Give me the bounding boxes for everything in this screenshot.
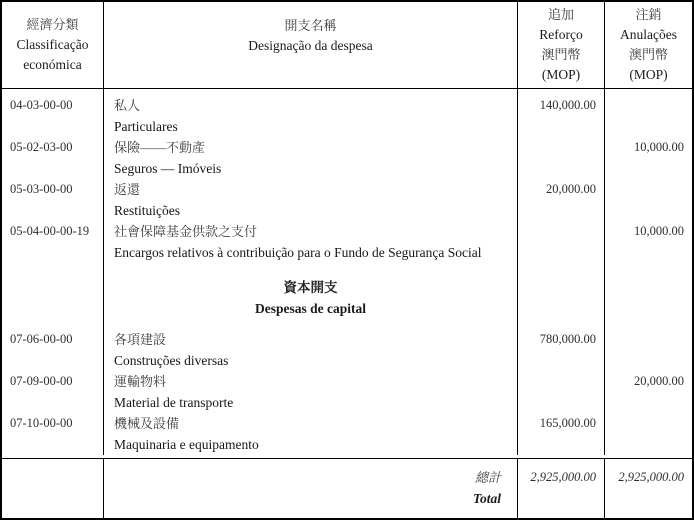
header-classification-pt1: Classificação [16,37,89,52]
total-label-zh: 總計 [474,470,501,485]
header-economic-classification [2,2,104,88]
entry-reforco-amount: 165,000.00 [539,416,596,430]
section-heading-cell [104,263,518,329]
entry-designation-zh: 返還 [114,182,141,197]
entry-designation-pt: Material de transporte [114,395,234,410]
section-spacer-cell [2,263,104,329]
total-label-cell [104,459,518,518]
entry-anulacoes-amount: 10,000.00 [634,224,684,238]
header-designation-pt: Designação da despesa [248,38,373,53]
header-reforco-currency: (MOP) [541,67,581,82]
entry-code-cell [2,371,104,413]
total-anulacoes-amount: 2,925,000.00 [618,470,684,484]
entry-reforco-cell [518,179,605,221]
entry-anulacoes-cell [605,221,692,263]
entry-code: 05-03-00-00 [10,182,73,196]
entry-code: 04-03-00-00 [10,98,73,112]
entry-anulacoes-cell [605,413,692,455]
header-reforco-pt: Reforço [539,27,583,42]
entry-designation-zh: 私人 [114,98,141,113]
entry-reforco-cell [518,221,605,263]
entry-code: 07-10-00-00 [10,416,73,430]
entry-reforco-cell [518,371,605,413]
total-reforco-amount: 2,925,000.00 [518,459,605,518]
entry-designation-pt: Restituições [114,203,180,218]
entry-reforco-amount: 20,000.00 [546,182,596,196]
entry-anulacoes-amount: 10,000.00 [634,140,684,154]
entry-anulacoes-amount [605,413,684,434]
entry-code-cell [2,413,104,455]
entry-designation-cell [104,179,518,221]
entry-anulacoes-amount [605,329,684,350]
header-reforco-zh: 追加 [547,7,574,22]
header-designation-zh: 開支名稱 [284,18,337,33]
header-designation [104,2,518,88]
entry-anulacoes-cell [605,89,692,137]
entry-designation-pt: Encargos relativos à contribuição para o Fundo de Segurança Social [114,245,482,260]
entry-anulacoes-amount [605,95,684,116]
entry-anulacoes-cell [605,137,692,179]
entry-designation-pt: Maquinaria e equipamento [114,437,259,452]
entry-anulacoes-cell [605,329,692,371]
table-header [2,2,692,89]
header-anulacoes-currency-zh: 澳門幣 [628,47,668,62]
entry-code: 07-06-00-00 [10,332,73,346]
entry-anulacoes-amount: 20,000.00 [634,374,684,388]
entry-designation-cell [104,221,518,263]
header-classification-zh: 經濟分類 [26,17,79,32]
header-reforco [518,2,605,88]
total-row [2,458,692,518]
entry-anulacoes-cell [605,179,692,221]
header-anulacoes-pt: Anulações [620,27,677,42]
entry-reforco-amount [518,137,596,158]
section-spacer-cell [605,263,692,329]
entry-reforco-amount [518,221,596,242]
entry-designation-pt: Seguros — Imóveis [114,161,222,176]
entry-reforco-amount: 140,000.00 [539,98,596,112]
entry-code: 07-09-00-00 [10,374,73,388]
header-anulacoes-zh: 注銷 [635,7,662,22]
entry-designation-zh: 保險——不動產 [114,140,206,155]
total-label-pt: Total [472,491,501,506]
entry-designation-cell [104,329,518,371]
header-classification-pt2: económica [23,57,82,72]
section-spacer-cell [518,263,605,329]
entry-anulacoes-amount [605,179,684,200]
entry-designation-zh: 機械及設備 [114,416,180,431]
entry-designation-cell [104,89,518,137]
entry-designation-zh: 社會保障基金供款之支付 [114,224,258,239]
entry-code-cell [2,89,104,137]
entry-reforco-cell [518,413,605,455]
entry-code-cell [2,179,104,221]
entry-reforco-amount: 780,000.00 [539,332,596,346]
entry-anulacoes-cell [605,371,692,413]
entry-designation-zh: 運輸物料 [114,374,167,389]
section-heading-zh: 資本開支 [283,280,338,295]
entry-code-cell [2,329,104,371]
entry-designation-cell [104,413,518,455]
section-heading-pt: Despesas de capital [255,301,366,316]
header-reforco-currency-zh: 澳門幣 [541,47,581,62]
entry-code: 05-02-03-00 [10,140,73,154]
header-anulacoes-currency: (MOP) [629,67,668,82]
entry-reforco-cell [518,137,605,179]
header-anulacoes [605,2,692,88]
entry-reforco-cell [518,329,605,371]
entry-reforco-cell [518,89,605,137]
entry-designation-pt: Construções diversas [114,353,229,368]
entry-reforco-amount [518,371,596,392]
total-code-cell [2,459,104,518]
entry-code-cell [2,137,104,179]
entry-designation-cell [104,371,518,413]
entry-designation-pt: Particulares [114,119,178,134]
table-body [2,89,692,458]
entry-code-cell [2,221,104,263]
entry-code: 05-04-00-00-19 [10,224,90,238]
entry-designation-cell [104,137,518,179]
entry-designation-zh: 各項建設 [114,332,167,347]
